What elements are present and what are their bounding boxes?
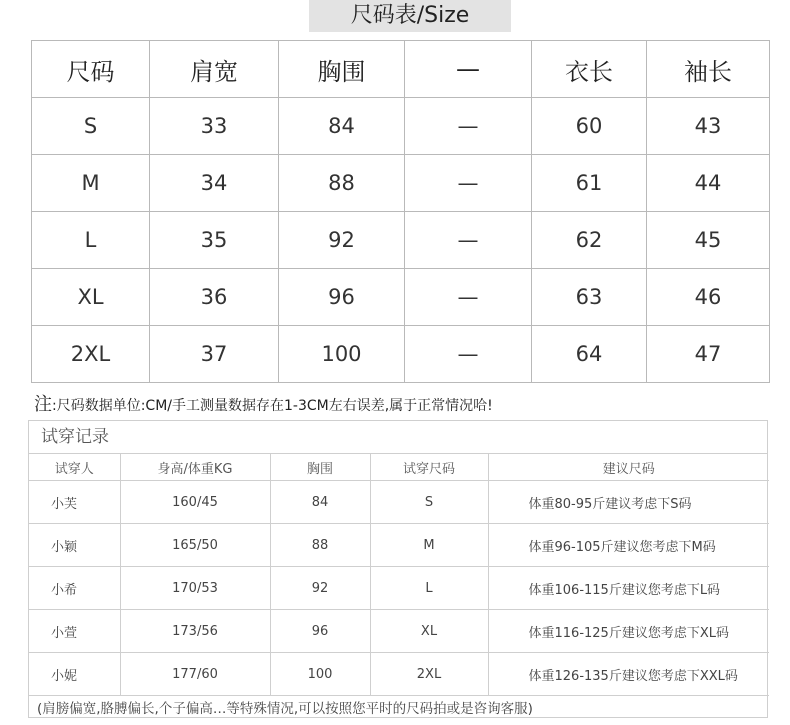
recommendation-cell: 体重106-115斤建议您考虑下L码 (488, 567, 769, 610)
chest-cell: 84 (270, 481, 370, 524)
dash-cell: — (405, 326, 532, 383)
shoulder-cell: 35 (150, 212, 279, 269)
chest-cell: 84 (279, 98, 405, 155)
chest-cell: 88 (279, 155, 405, 212)
note-mark: 注 (34, 394, 52, 415)
size-cell: XL (32, 269, 150, 326)
dash-cell: — (405, 98, 532, 155)
shoulder-cell: 34 (150, 155, 279, 212)
shoulder-cell: 36 (150, 269, 279, 326)
size-cell: S (32, 98, 150, 155)
person-cell: 小妮 (29, 653, 120, 696)
sleeve-cell: 44 (647, 155, 770, 212)
try-on-row (29, 524, 769, 567)
height-weight-cell: 165/50 (120, 524, 270, 567)
size-cell: L (32, 212, 150, 269)
height-weight-cell: 160/45 (120, 481, 270, 524)
size-table (31, 40, 770, 383)
height-weight-cell: 177/60 (120, 653, 270, 696)
size-row (32, 269, 770, 326)
tried-size-cell: S (370, 481, 488, 524)
header-length: 衣长 (532, 41, 647, 98)
header-height-weight: 身高/体重KG (120, 454, 270, 481)
size-row (32, 155, 770, 212)
try-on-row (29, 481, 769, 524)
sleeve-cell: 45 (647, 212, 770, 269)
try-on-footnote: (肩膀偏宽,胳膊偏长,个子偏高…等特殊情况,可以按照您平时的尺码拍或是咨询客服) (37, 701, 533, 717)
sleeve-cell: 47 (647, 326, 770, 383)
shoulder-cell: 33 (150, 98, 279, 155)
chest-cell: 96 (279, 269, 405, 326)
person-cell: 小芙 (29, 481, 120, 524)
try-on-row (29, 610, 769, 653)
try-on-title: 试穿记录 (29, 421, 767, 454)
try-on-header (29, 454, 769, 481)
try-on-records (28, 420, 768, 718)
header-tried-size: 试穿尺码 (370, 454, 488, 481)
chest-cell: 100 (270, 653, 370, 696)
tried-size-cell: XL (370, 610, 488, 653)
person-cell: 小萱 (29, 610, 120, 653)
size-cell: M (32, 155, 150, 212)
person-cell: 小希 (29, 567, 120, 610)
height-weight-cell: 170/53 (120, 567, 270, 610)
size-row (32, 326, 770, 383)
dash-cell: — (405, 155, 532, 212)
recommendation-cell: 体重126-135斤建议您考虑下XXL码 (488, 653, 769, 696)
length-cell: 61 (532, 155, 647, 212)
dash-cell: — (405, 212, 532, 269)
person-cell: 小颖 (29, 524, 120, 567)
header-sleeve: 袖长 (647, 41, 770, 98)
length-cell: 64 (532, 326, 647, 383)
size-chart-title: 尺码表/Size (309, 0, 511, 32)
chest-cell: 92 (270, 567, 370, 610)
header-dash: — (405, 41, 532, 98)
tried-size-cell: 2XL (370, 653, 488, 696)
chest-cell: 88 (270, 524, 370, 567)
height-weight-cell: 173/56 (120, 610, 270, 653)
length-cell: 63 (532, 269, 647, 326)
size-cell: 2XL (32, 326, 150, 383)
measurement-note (34, 390, 774, 416)
tried-size-cell: M (370, 524, 488, 567)
chest-cell: 100 (279, 326, 405, 383)
size-row (32, 212, 770, 269)
size-row (32, 98, 770, 155)
length-cell: 62 (532, 212, 647, 269)
header-recommended-size: 建议尺码 (488, 454, 769, 481)
try-on-row (29, 653, 769, 696)
sleeve-cell: 43 (647, 98, 770, 155)
header-person: 试穿人 (29, 454, 120, 481)
try-on-row (29, 567, 769, 610)
length-cell: 60 (532, 98, 647, 155)
header-chest: 胸围 (270, 454, 370, 481)
recommendation-cell: 体重96-105斤建议您考虑下M码 (488, 524, 769, 567)
note-text: :尺码数据单位:CM/手工测量数据存在1-3CM左右误差,属于正常情况哈! (52, 398, 493, 414)
header-shoulder: 肩宽 (150, 41, 279, 98)
dash-cell: — (405, 269, 532, 326)
chest-cell: 96 (270, 610, 370, 653)
recommendation-cell: 体重80-95斤建议考虑下S码 (488, 481, 769, 524)
recommendation-cell: 体重116-125斤建议您考虑下XL码 (488, 610, 769, 653)
header-chest: 胸围 (279, 41, 405, 98)
sleeve-cell: 46 (647, 269, 770, 326)
size-table-header (32, 41, 770, 98)
shoulder-cell: 37 (150, 326, 279, 383)
tried-size-cell: L (370, 567, 488, 610)
header-size: 尺码 (32, 41, 150, 98)
chest-cell: 92 (279, 212, 405, 269)
try-on-table (29, 454, 769, 696)
